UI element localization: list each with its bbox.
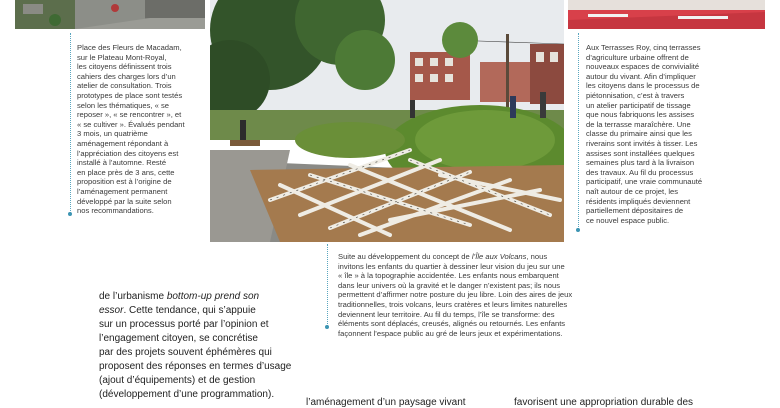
caption-right-rule xyxy=(578,33,579,229)
caption-middle-dot xyxy=(325,325,329,329)
caption-left-rule xyxy=(70,33,71,213)
caption-middle-rule xyxy=(327,244,328,326)
body-paragraph: de l’urbanisme bottom-up prend son essor. Cette tendance, qui s’appuie sur un processus porté par l’opinion et l’engagement citoyen, se concrétise par des projets souvent éphémères qui proposent des réponses en termes d’usage (ajout d’équipements) et de gestion (développement d’une programmation). xyxy=(99,291,292,400)
photo-ile-aux-volcans xyxy=(210,0,564,242)
caption-left: Place des Fleurs de Macadam, sur le Plateau Mont-Royal, les citoyens définissent trois cahiers des charges lors d’un atelier de consultation. Trois prototypes de place sont testés selon les thématiques, « se reposer », « se rencontrer », et « se cultiver ». Évalués pendant 3 mois, un quatrième aménagement répondant à l’appréciation des citoyens est installé à l’automne. Resté en place près de 3 ans, cette proposition est à l’origine de l’aménagement permanent développé par la suite selon nos recommandations. xyxy=(77,43,185,216)
caption-right: Aux Terrasses Roy, cinq terrasses d’agriculture urbaine offrent de nouveaux espaces de convivialité autour du vivant. Afin d’impliquer les citoyens dans le processus de piétonnisation, c’est à travers un atelier participatif de tissage que nous fabriquons les assises de la terrasse maraîchère. Une classe du primaire ainsi que les riverains sont invités à tisser. Les assises sont installées quelques semaines plus tard à la livraison des travaux. Au fil du processus participatif, une vraie communauté naît autour de ce projet, les résidents impliqués deviennent partiellement dépositaires de ce nouvel espace public. xyxy=(586,43,703,225)
body-column-2-fragment: l’aménagement d’un paysage vivant xyxy=(306,397,466,408)
caption-right-dot xyxy=(576,228,580,232)
caption-middle: Suite au développement du concept de l’Île aux Volcans, nous invitons les enfants du quartier à dessiner leur vision du jeu sur une « île » à la topographie accidentée. Les enfants nous embarquent dans leur univers où la gravité et le danger n’existent pas; ils nous permettent d’affirmer notre posture du jeu libre. Loin des aires de jeux traditionnelles, trois volcans, leurs cratères et leurs limites naturelles deviennent leur territoire. Au fil du temps, l’île se transforme: des éléments sont déplacés, creusés, alignés ou retournés. Les enfants façonnent l’espace public au gré de leurs jeux et expérimentations. xyxy=(338,252,573,338)
photo-fleurs-de-macadam xyxy=(15,0,205,29)
caption-left-dot xyxy=(68,212,72,216)
body-column-3-fragment: favorisent une appropriation durable des xyxy=(514,397,694,408)
photo-terrasses-roy xyxy=(568,0,765,29)
